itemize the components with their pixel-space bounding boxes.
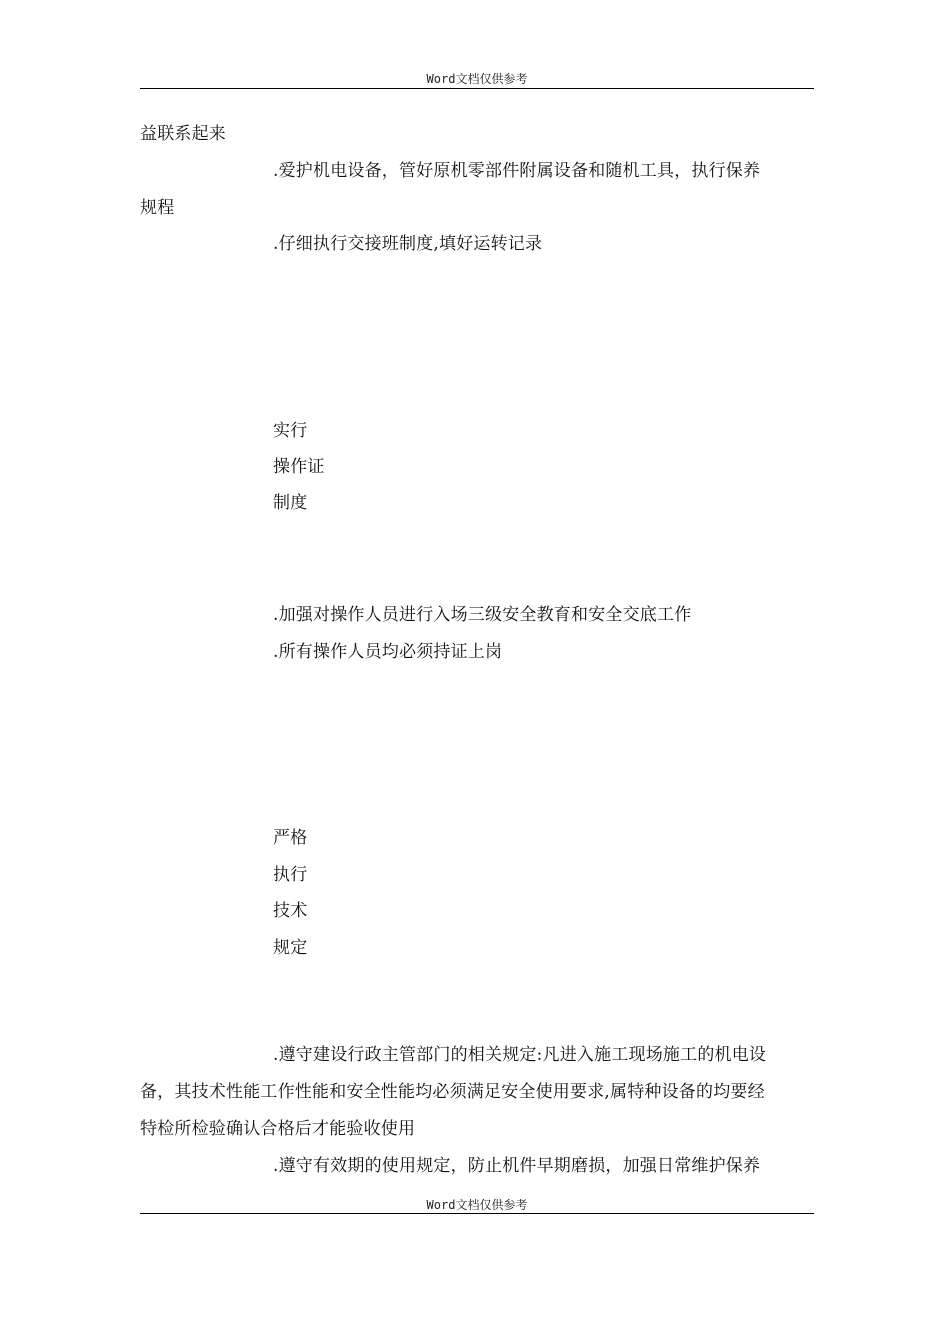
text-line: 规定 xyxy=(273,938,308,958)
text-line: .所有操作人员均必须持证上岗 xyxy=(273,642,503,662)
text-line: .遵守建设行政主管部门的相关规定:凡进入施工现场施工的机电设 xyxy=(273,1045,767,1065)
text-line: 操作证 xyxy=(273,457,325,477)
text-line: 特检所检验确认合格后才能验收使用 xyxy=(140,1119,416,1139)
text-line: 执行 xyxy=(273,865,308,885)
page-header: Word文档仅供参考 xyxy=(426,72,528,86)
text-line: 技术 xyxy=(273,901,308,921)
text-line: 严格 xyxy=(273,828,308,848)
text-line: 规程 xyxy=(140,198,175,218)
text-line: 备，其技术性能工作性能和安全性能均必须满足安全使用要求,属特种设备的均要经 xyxy=(140,1082,765,1102)
header-rule xyxy=(140,88,814,89)
text-line: .爱护机电设备，管好原机零部件附属设备和随机工具，执行保养 xyxy=(273,161,761,181)
footer-rule xyxy=(140,1213,814,1214)
text-line: 实行 xyxy=(273,421,308,441)
text-line: 制度 xyxy=(273,493,308,513)
text-line: 益联系起来 xyxy=(140,124,226,144)
page-footer: Word文档仅供参考 xyxy=(426,1198,528,1212)
text-line: .仔细执行交接班制度,填好运转记录 xyxy=(273,234,543,254)
text-line: .遵守有效期的使用规定，防止机件早期磨损，加强日常维护保养 xyxy=(273,1156,761,1176)
text-line: .加强对操作人员进行入场三级安全教育和安全交底工作 xyxy=(273,605,692,625)
